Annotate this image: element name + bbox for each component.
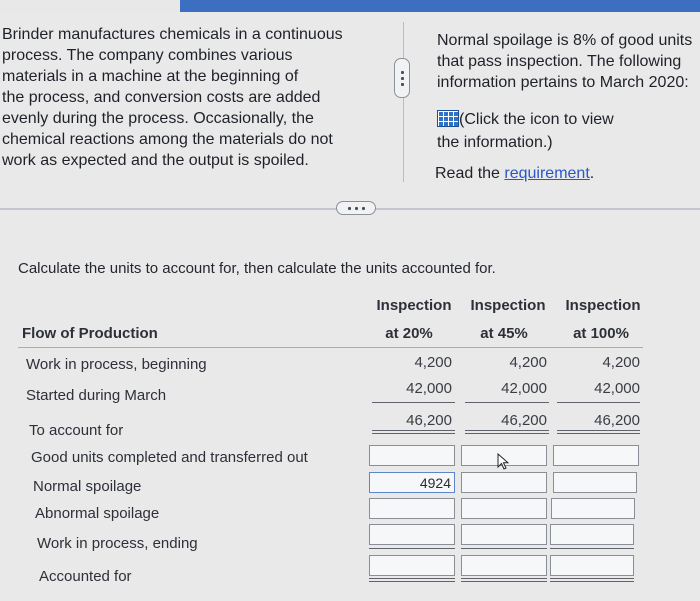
row-label-to-account: To account for bbox=[29, 422, 124, 439]
total-double-underline bbox=[550, 578, 634, 582]
input-accounted-for-100[interactable] bbox=[550, 555, 634, 576]
col-header-20-line2: at 20% bbox=[385, 325, 433, 342]
intro-line: the process, and conversion costs are added bbox=[2, 89, 321, 106]
input-normal-spoilage-100[interactable] bbox=[553, 472, 637, 493]
requirement-link[interactable]: requirement bbox=[504, 165, 590, 182]
col-header-45-line1: Inspection bbox=[470, 297, 546, 314]
sum-underline bbox=[461, 548, 547, 549]
sum-underline bbox=[550, 548, 634, 549]
intro-line: Brinder manufactures chemicals in a continuous bbox=[2, 26, 343, 43]
input-abnormal-spoilage-45[interactable] bbox=[461, 498, 547, 519]
sum-underline bbox=[465, 402, 549, 403]
value-cell: 42,000 bbox=[501, 380, 547, 397]
spoilage-line: that pass inspection. The following bbox=[437, 53, 682, 70]
value-cell: 4,200 bbox=[414, 354, 452, 371]
input-good-units-20[interactable] bbox=[369, 445, 455, 466]
value-cell: 4,200 bbox=[602, 354, 640, 371]
input-accounted-for-20[interactable] bbox=[369, 555, 455, 576]
sum-underline bbox=[557, 402, 640, 403]
col-header-100-line1: Inspection bbox=[565, 297, 641, 314]
requirement-prefix: Read the bbox=[435, 165, 505, 182]
input-good-units-100[interactable] bbox=[553, 445, 639, 466]
vertical-pane-divider bbox=[403, 22, 404, 182]
header-rule bbox=[18, 347, 643, 348]
spoilage-line: information pertains to March 2020: bbox=[437, 74, 689, 91]
top-accent-bar bbox=[0, 0, 700, 12]
horizontal-resize-handle[interactable] bbox=[336, 201, 376, 215]
requirement-line bbox=[435, 165, 594, 183]
info-link-block bbox=[437, 108, 699, 154]
input-normal-spoilage-20[interactable] bbox=[369, 472, 455, 493]
value-cell: 4,200 bbox=[509, 354, 547, 371]
total-double-underline bbox=[369, 578, 455, 582]
col-header-20-line1: Inspection bbox=[376, 297, 452, 314]
col-header-45-line2: at 45% bbox=[480, 325, 528, 342]
intro-line: materials in a machine at the beginning of bbox=[2, 68, 299, 85]
row-label-abnormal-spoilage: Abnormal spoilage bbox=[35, 505, 160, 522]
row-label-wip-end: Work in process, ending bbox=[37, 535, 198, 552]
total-double-underline bbox=[372, 430, 455, 434]
info-link-text-2: the information.) bbox=[437, 134, 553, 151]
value-cell: 42,000 bbox=[406, 380, 452, 397]
input-normal-spoilage-45[interactable] bbox=[461, 472, 547, 493]
intro-line: chemical reactions among the materials do not bbox=[2, 131, 333, 148]
requirement-suffix: . bbox=[589, 165, 595, 182]
sum-underline bbox=[369, 548, 455, 549]
intro-line: work as expected and the output is spoiled. bbox=[2, 152, 309, 169]
row-label-wip-begin: Work in process, beginning bbox=[26, 356, 207, 373]
value-cell: 46,200 bbox=[501, 412, 547, 429]
intro-line: process. The company combines various bbox=[2, 47, 293, 64]
value-cell: 42,000 bbox=[594, 380, 640, 397]
info-link-text: (Click the icon to view bbox=[459, 111, 614, 128]
total-double-underline bbox=[461, 578, 547, 582]
value-cell: 46,200 bbox=[594, 412, 640, 429]
mouse-cursor-icon bbox=[497, 453, 511, 471]
total-double-underline bbox=[465, 430, 549, 434]
sum-underline bbox=[372, 402, 455, 403]
spoilage-info bbox=[437, 30, 699, 93]
vertical-resize-handle[interactable] bbox=[394, 58, 410, 98]
input-wip-end-20[interactable] bbox=[369, 524, 455, 545]
total-double-underline bbox=[557, 430, 640, 434]
spoilage-line: Normal spoilage is 8% of good units bbox=[437, 32, 693, 49]
instruction-text: Calculate the units to account for, then calculate the units accounted for. bbox=[18, 260, 496, 277]
problem-intro bbox=[2, 24, 370, 171]
intro-line: evenly during the process. Occasionally, the bbox=[2, 110, 314, 127]
row-label-accounted-for: Accounted for bbox=[39, 568, 132, 585]
row-label-good-units: Good units completed and transferred out bbox=[31, 449, 308, 466]
input-abnormal-spoilage-100[interactable] bbox=[551, 498, 635, 519]
table-grid-icon[interactable] bbox=[437, 110, 459, 127]
row-label-started: Started during March bbox=[26, 387, 167, 404]
row-label-normal-spoilage: Normal spoilage bbox=[33, 478, 142, 495]
input-abnormal-spoilage-20[interactable] bbox=[369, 498, 455, 519]
flow-of-production-header: Flow of Production bbox=[22, 325, 158, 342]
col-header-100-line2: at 100% bbox=[573, 325, 629, 342]
input-wip-end-100[interactable] bbox=[550, 524, 634, 545]
value-cell: 46,200 bbox=[406, 412, 452, 429]
input-wip-end-45[interactable] bbox=[461, 524, 547, 545]
input-accounted-for-45[interactable] bbox=[461, 555, 547, 576]
